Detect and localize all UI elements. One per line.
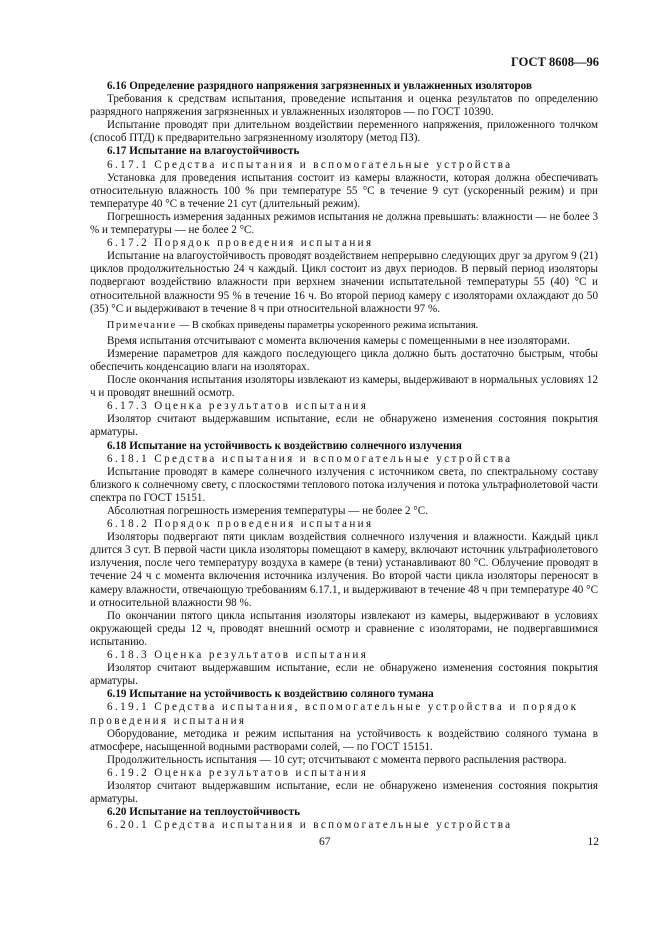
subsection-heading: 6.17.2 Порядок проведения испытания <box>107 237 374 250</box>
paragraph: Изолятор считают выдержавшим испытание, если не обнаружено изменения состояния покрытия арматуры. <box>90 779 598 806</box>
document-code: ГОСТ 8608—96 <box>510 55 599 69</box>
paragraph: Требования к средствам испытания, проведение испытания и оценка результатов по определению разрядного напряжения загрязненных и увлажненных изоляторов — по ГОСТ 10390. <box>90 93 598 119</box>
paragraph: Испытание на влагоустойчивость проводят воздействием непрерывно следующих друг за другом 9 (21) циклов продолжительностью 24 ч каждый. Цикл состоит из двух периодов. В первый период изоляторы подвергают воздействию влажности при верхнем значении испытательной температуры 55 (40) °С и относительной влажности 95 % в течение 16 ч. Во второй период камеру с изоляторами охлаждают до 50 (35) °С и выдерживают в течение 8 ч при относительной влажности 97 %. <box>90 250 598 315</box>
note <box>90 319 598 332</box>
page-number: 67 <box>319 836 331 848</box>
subsection-heading: 6.18.1 Средства испытания и вспомогательные устройства <box>107 452 513 465</box>
subsection-heading: 6.17.1 Средства испытания и вспомогательные устройства <box>107 158 513 171</box>
section-heading: 6.19 Испытание на устойчивость к воздействию соляного тумана <box>107 688 434 701</box>
subsection-heading: 6.18.3 Оценка результатов испытания <box>107 649 369 662</box>
paragraph: По окончании пятого цикла испытания изоляторы извлекают из камеры, выдерживают в условиях окружающей среды 12 ч, проводят внешний осмотр и сравнение с изоляторами, не подвергавшимися испытанию. <box>90 609 598 648</box>
sheet-number: 12 <box>587 836 599 848</box>
paragraph: Время испытания отсчитывают с момента включения камеры с помещенными в нее изоляторами. <box>107 334 570 347</box>
note-text: — В скобках приведены параметры ускоренного режима испытания. <box>176 319 479 331</box>
paragraph: Изоляторы подвергают пяти циклам воздействия солнечного излучения и влажности. Каждый цикл длится 3 сут. В первой части цикла изоляторы помещают в камеру, включают источник ультрафиолетового излучения, после чего температуру воздуха в камере (в тени) устанавливают 80 °С. Облучение проводят в течение 24 ч с момента включения источника излучения. Во второй части цикла изоляторы переносят в камеру влажности, отвечающую требованиям 6.17.1, и выдерживают в течение 48 ч при температуре 40 °С и относительной влажности 98 %. <box>90 531 598 609</box>
paragraph: Испытание проводят при длительном воздействии переменного напряжения, приложенного толчком (способ ПТД) к предварительно загрязненному изолятору (метод ПЗ). <box>90 119 598 145</box>
subsection-heading: 6.17.3 Оценка результатов испытания <box>107 400 369 413</box>
section-heading: 6.18 Испытание на устойчивость к воздействию солнечного излучения <box>107 439 462 452</box>
paragraph: Продолжительность испытания — 10 сут; отсчитывают с момента первого распыления раствора. <box>107 753 567 766</box>
paragraph: После окончания испытания изоляторы извлекают из камеры, выдерживают в нормальных условиях 12 ч и проводят внешний осмотр. <box>90 374 598 400</box>
paragraph: Абсолютная погрешность измерения температуры — не более 2 °С. <box>107 505 428 517</box>
subsection-heading: 6.19.2 Оценка результатов испытания <box>107 766 369 779</box>
paragraph: Измерение параметров для каждого последующего цикла должно быть достаточно быстрым, чтобы обеспечить конденсацию влаги на изоляторах. <box>90 347 598 373</box>
paragraph: Погрешность измерения заданных режимов испытания не должна превышать: влажности — не более 3 % и температуры — не более 2 °С. <box>90 210 598 237</box>
paragraph: Оборудование, методика и режим испытания на устойчивость к воздействию соляного тумана в атмосфере, насыщенной водными растворами солей, — по ГОСТ 15151. <box>90 727 598 753</box>
section-heading: 6.20 Испытание на теплоустойчивость <box>107 806 300 819</box>
subsection-heading: 6.19.1 Средства испытания, вспомогательные устройства и порядок проведения испытания <box>90 701 579 727</box>
section-heading: 6.17 Испытание на влагоустойчивость <box>107 145 300 158</box>
section-heading: 6.16 Определение разрядного напряжения загрязненных и увлажненных изоляторов <box>107 80 532 92</box>
paragraph: Установка для проведения испытания состоит из камеры влажности, которая должна обеспечивать относительную влажность 100 % при температуре 55 °С в течение 9 сут (ускоренный режим) и при температуре 40 °С в течение 21 сут (длительный режим). <box>90 171 598 210</box>
paragraph: Изолятор считают выдержавшим испытание, если не обнаружено изменения состояния покрытия арматуры. <box>90 413 598 439</box>
subsection-heading: 6.20.1 Средства испытания и вспомогательные устройства <box>107 819 513 832</box>
subsection-heading: 6.18.2 Порядок проведения испытания <box>107 518 374 531</box>
paragraph: Изолятор считают выдержавшим испытание, если не обнаружено изменения состояния покрытия арматуры. <box>90 662 598 688</box>
document-body <box>90 80 598 832</box>
note-label: Примечание <box>107 319 177 331</box>
paragraph: Испытание проводят в камере солнечного излучения с источником света, по спектральному составу близкого к солнечному свету, с плоскостями теплового потока излучения и потока ультрафиолетовой части спектра по ГОСТ 15151. <box>90 465 598 504</box>
